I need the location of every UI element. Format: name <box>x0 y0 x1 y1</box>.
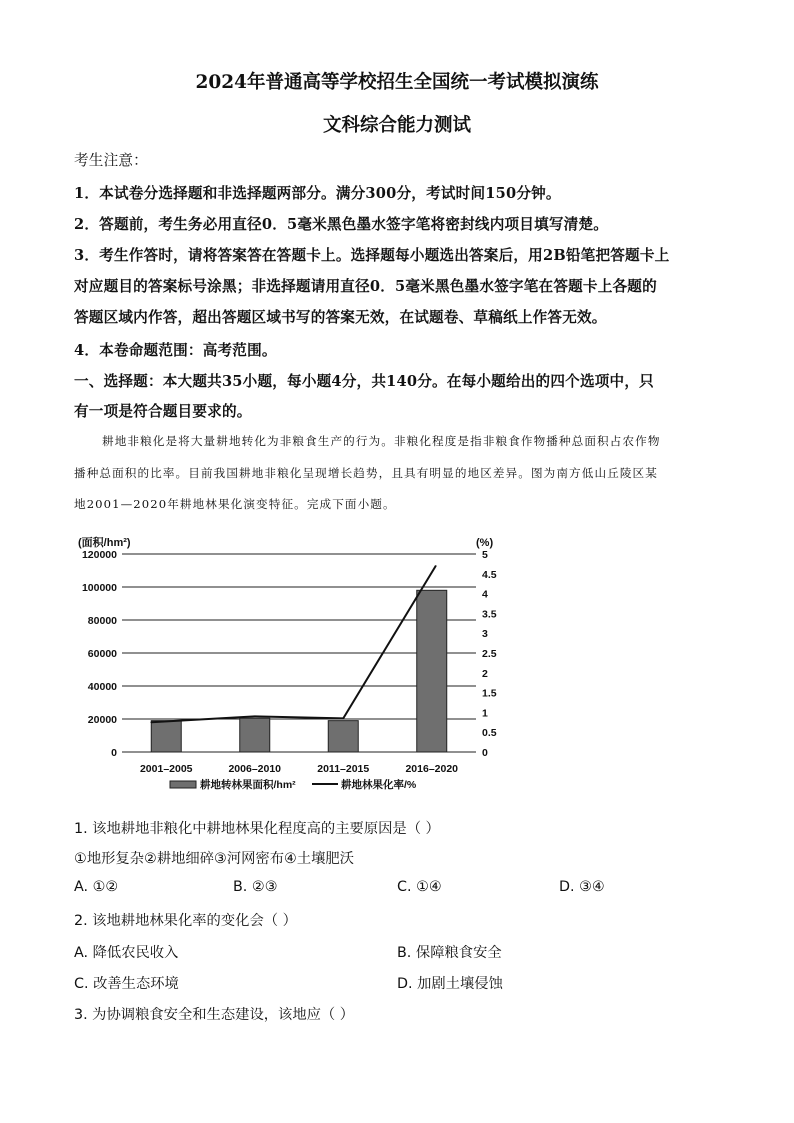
question-1-option-c[interactable]: C. ①④ <box>397 879 442 895</box>
passage-line-2: 播种总面积的比率。目前我国耕地非粮化呈现增长趋势，且具有明显的地区差异。图为南方低山丘陵区某 <box>74 466 658 480</box>
question-2-option-c[interactable]: C. 改善生态环境 <box>74 976 179 992</box>
chart-line <box>150 565 436 723</box>
chart-bars <box>151 590 447 752</box>
legend-bar-swatch <box>170 781 196 788</box>
cultivated-land-orchard-chart <box>74 530 514 802</box>
chart-y-right-tick: 4.5 <box>482 568 497 581</box>
chart-line-point <box>342 718 344 720</box>
legend-bar-label: 耕地转林果面积/hm² <box>200 779 296 791</box>
section-heading-line2: 有一项是符合题目要求的。 <box>74 403 252 420</box>
chart-rate-line <box>151 566 436 722</box>
chart-line-point <box>435 565 437 567</box>
chart-y-right-tick: 0.5 <box>482 727 497 740</box>
notice-heading: 考生注意： <box>74 152 148 169</box>
notice-item-1: 1．本试卷分选择题和非选择题两部分。满分300分，考试时间150分钟。 <box>74 185 561 202</box>
chart-y-left-label: (面积/hm²) <box>78 537 131 549</box>
chart-line-point <box>254 716 256 718</box>
chart-y-left-tick: 80000 <box>87 615 117 627</box>
chart-x-tick: 2001–2005 <box>139 763 193 775</box>
chart-bar <box>151 721 181 752</box>
passage-line-3: 地2001—2020年耕地林果化演变特征。完成下面小题。 <box>74 497 396 511</box>
notice-item-3-cont2: 答题区域内作答，超出答题区域书写的答案无效，在试题卷、草稿纸上作答无效。 <box>74 309 607 326</box>
question-1-option-a[interactable]: A. ①② <box>74 879 119 895</box>
notice-item-3: 3．考生作答时，请将答案答在答题卡上。选择题每小题选出答案后，用2B铅笔把答题卡上 <box>74 247 670 264</box>
question-2-option-b[interactable]: B. 保障粮食安全 <box>397 945 502 961</box>
chart-y-right-label: (%) <box>476 537 494 549</box>
section-heading-line1: 一、选择题：本大题共35小题，每小题4分，共140分。在每小题给出的四个选项中，只 <box>74 373 654 390</box>
notice-item-2: 2．答题前，考生务必用直径0．5毫米黑色墨水签字笔将密封线内项目填写清楚。 <box>74 216 609 233</box>
passage-line-1: 耕地非粮化是将大量耕地转化为非粮食生产的行为。非粮化程度是指非粮食作物播种总面积占农作物 <box>102 434 661 448</box>
chart-y-right-tick: 1.5 <box>482 687 497 700</box>
chart-y-left-tick: 100000 <box>81 582 117 594</box>
question-1-option-d[interactable]: D. ③④ <box>559 879 605 895</box>
chart-x-tick: 2011–2015 <box>317 763 370 775</box>
chart-y-right-tick: 0 <box>482 747 488 759</box>
chart-y-right-tick: 2 <box>482 667 488 680</box>
question-2-stem: 2. 该地耕地林果化率的变化会（ ） <box>74 913 297 929</box>
chart-y-right-tick: 1 <box>482 707 488 720</box>
chart-legend <box>170 778 417 791</box>
notice-item-4: 4．本卷命题范围：高考范围。 <box>74 342 277 359</box>
chart-y-left-tick: 20000 <box>87 714 117 726</box>
notice-item-3-cont1: 对应题目的答案标号涂黑；非选择题请用直径0．5毫米黑色墨水签字笔在答题卡上各题的 <box>74 278 657 295</box>
chart-y-right-tick: 5 <box>482 549 488 561</box>
question-3-stem: 3. 为协调粮食安全和生态建设，该地应（ ） <box>74 1007 355 1023</box>
question-2-option-d[interactable]: D. 加剧土壤侵蚀 <box>397 976 503 992</box>
chart-y-right-tick: 4 <box>482 588 488 601</box>
chart-y-left-tick: 60000 <box>87 648 117 660</box>
chart-line-point <box>150 722 152 724</box>
legend-line-label: 耕地林果化率/% <box>341 779 417 791</box>
question-1-stem: 1. 该地耕地非粮化中耕地林果化程度高的主要原因是（ ） <box>74 821 440 837</box>
chart-x-tick: 2016–2020 <box>405 763 459 775</box>
question-1-option-b[interactable]: B. ②③ <box>233 879 278 895</box>
chart-bar <box>240 718 270 752</box>
question-1-statements: ①地形复杂②耕地细碎③河网密布④土壤肥沃 <box>74 851 355 867</box>
chart-y-right-tick: 3 <box>482 628 488 641</box>
paper-subtitle: 文科综合能力测试 <box>322 115 471 136</box>
chart-bar <box>328 721 358 752</box>
chart-y-left-tick: 120000 <box>81 549 117 561</box>
chart-y-right-tick: 3.5 <box>482 608 497 621</box>
chart-y-left-tick: 40000 <box>87 681 117 693</box>
question-2-option-a[interactable]: A. 降低农民收入 <box>74 945 179 961</box>
chart-y-right-tick: 2.5 <box>482 648 497 660</box>
chart-bar <box>417 590 447 752</box>
paper-title: 2024年普通高等学校招生全国统一考试模拟演练 <box>195 72 599 93</box>
chart-x-tick: 2006–2010 <box>228 763 282 775</box>
chart-y-left-tick: 0 <box>111 747 117 759</box>
